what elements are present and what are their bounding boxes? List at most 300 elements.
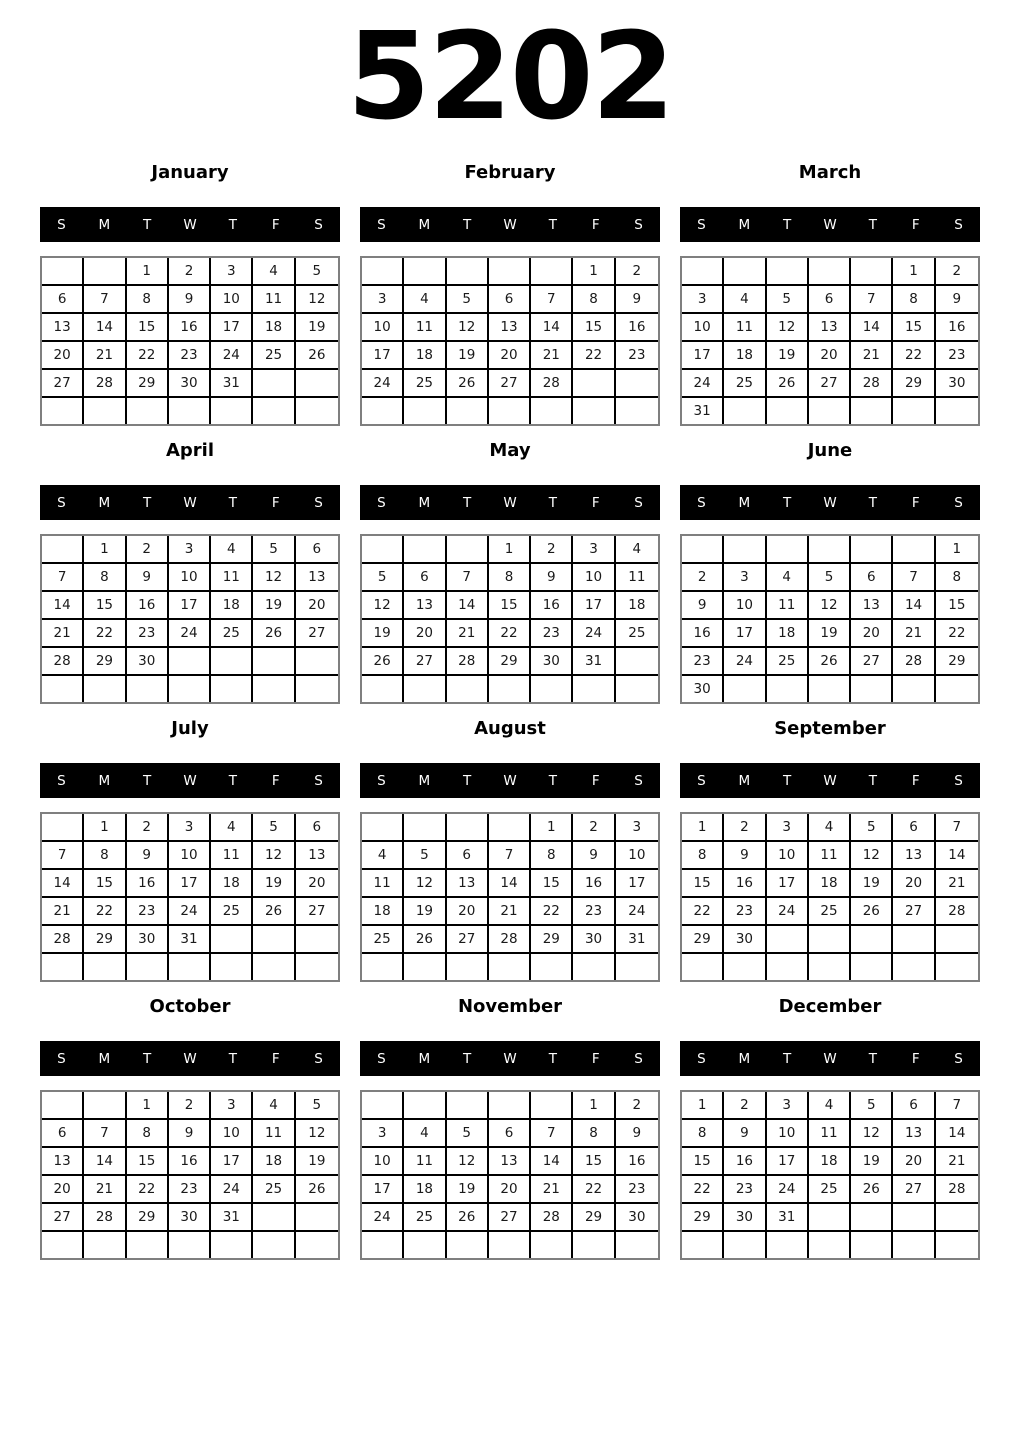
day-cell [296, 1204, 338, 1232]
day-cell [253, 648, 295, 676]
weekday-label: W [503, 216, 517, 233]
day-cell: 9 [936, 286, 978, 314]
day-cell: 19 [296, 314, 338, 342]
day-cell [362, 536, 404, 564]
day-cell: 19 [809, 620, 851, 648]
day-cell: 4 [809, 1092, 851, 1120]
day-cell: 7 [489, 842, 531, 870]
day-cell [893, 954, 935, 980]
weekday-label: F [911, 1050, 920, 1067]
day-cell: 26 [296, 1176, 338, 1204]
day-cell: 10 [362, 314, 404, 342]
day-cell: 10 [362, 1148, 404, 1176]
weekday-label: W [823, 216, 837, 233]
day-cell: 24 [767, 1176, 809, 1204]
day-cell: 5 [253, 536, 295, 564]
weekday-label: T [783, 216, 792, 233]
day-cell: 3 [767, 1092, 809, 1120]
day-cell [296, 954, 338, 980]
weekday-label: S [697, 494, 706, 511]
day-cell: 29 [127, 1204, 169, 1232]
day-cell: 16 [616, 314, 658, 342]
day-cell: 3 [211, 1092, 253, 1120]
day-cell: 1 [84, 536, 126, 564]
day-cell [169, 954, 211, 980]
day-cell [893, 676, 935, 702]
day-cell: 20 [489, 1176, 531, 1204]
weekday-label: S [634, 1050, 643, 1067]
day-cell [616, 676, 658, 702]
day-cell [767, 536, 809, 564]
day-cell: 8 [127, 286, 169, 314]
day-cell: 16 [724, 870, 766, 898]
day-cell: 29 [682, 926, 724, 954]
day-cell: 4 [404, 286, 446, 314]
day-cell: 30 [531, 648, 573, 676]
day-cell: 14 [447, 592, 489, 620]
day-grid [680, 812, 980, 982]
day-cell: 4 [211, 814, 253, 842]
day-cell: 20 [893, 1148, 935, 1176]
day-cell: 20 [447, 898, 489, 926]
weekday-label: F [911, 772, 920, 789]
weekday-label: S [697, 1050, 706, 1067]
weekday-header [40, 485, 340, 520]
day-cell [573, 370, 615, 398]
month-september [680, 716, 980, 994]
day-cell: 8 [127, 1120, 169, 1148]
day-cell: 16 [936, 314, 978, 342]
day-cell: 2 [169, 1092, 211, 1120]
day-cell: 25 [809, 1176, 851, 1204]
day-cell [447, 954, 489, 980]
day-cell: 29 [489, 648, 531, 676]
day-cell [253, 1232, 295, 1258]
weekday-label: T [228, 772, 237, 789]
day-cell [724, 1232, 766, 1258]
day-cell: 24 [169, 898, 211, 926]
day-cell: 10 [616, 842, 658, 870]
day-cell: 14 [531, 1148, 573, 1176]
day-cell [531, 1092, 573, 1120]
weekday-label: F [591, 216, 600, 233]
day-cell: 23 [169, 342, 211, 370]
day-grid [360, 256, 660, 426]
day-cell: 8 [84, 842, 126, 870]
day-cell: 15 [127, 1148, 169, 1176]
day-cell [616, 954, 658, 980]
day-cell: 1 [84, 814, 126, 842]
weekday-header [680, 485, 980, 520]
day-cell: 7 [936, 1092, 978, 1120]
day-cell: 5 [362, 564, 404, 592]
day-cell: 12 [404, 870, 446, 898]
day-cell: 30 [616, 1204, 658, 1232]
day-cell: 11 [362, 870, 404, 898]
day-cell: 18 [211, 870, 253, 898]
day-cell: 12 [253, 564, 295, 592]
day-cell: 28 [936, 1176, 978, 1204]
day-cell [809, 954, 851, 980]
day-cell [404, 398, 446, 424]
day-cell: 22 [573, 1176, 615, 1204]
day-cell: 6 [893, 814, 935, 842]
weekday-label: M [738, 1050, 751, 1067]
day-cell: 27 [851, 648, 893, 676]
day-cell: 24 [682, 370, 724, 398]
day-cell: 7 [42, 564, 84, 592]
day-cell: 23 [573, 898, 615, 926]
day-cell: 3 [767, 814, 809, 842]
weekday-label: T [868, 772, 877, 789]
day-cell: 4 [404, 1120, 446, 1148]
day-cell [404, 536, 446, 564]
day-cell: 7 [42, 842, 84, 870]
day-cell: 25 [616, 620, 658, 648]
day-cell: 10 [211, 286, 253, 314]
day-cell: 21 [936, 1148, 978, 1176]
day-cell: 26 [851, 898, 893, 926]
day-cell: 15 [489, 592, 531, 620]
weekday-label: T [463, 1050, 472, 1067]
day-cell: 19 [404, 898, 446, 926]
day-cell [42, 1092, 84, 1120]
day-cell: 17 [362, 342, 404, 370]
day-cell: 19 [362, 620, 404, 648]
day-cell: 3 [573, 536, 615, 564]
day-cell: 27 [404, 648, 446, 676]
day-cell: 1 [936, 536, 978, 564]
day-cell: 12 [851, 1120, 893, 1148]
day-cell: 26 [767, 370, 809, 398]
day-cell: 21 [447, 620, 489, 648]
weekday-label: T [868, 1050, 877, 1067]
weekday-label: T [143, 216, 152, 233]
calendar-grid [40, 160, 1020, 1272]
day-cell: 16 [169, 1148, 211, 1176]
day-cell [84, 676, 126, 702]
weekday-label: W [823, 772, 837, 789]
day-cell [362, 1092, 404, 1120]
day-cell: 2 [127, 814, 169, 842]
weekday-label: M [418, 216, 431, 233]
day-cell: 1 [489, 536, 531, 564]
weekday-label: S [954, 772, 963, 789]
month-may [360, 438, 660, 716]
day-cell: 18 [724, 342, 766, 370]
day-cell [42, 814, 84, 842]
day-cell: 5 [296, 1092, 338, 1120]
weekday-label: T [463, 494, 472, 511]
day-cell: 9 [724, 1120, 766, 1148]
day-grid [360, 534, 660, 704]
weekday-label: S [634, 772, 643, 789]
day-cell: 23 [724, 1176, 766, 1204]
day-cell [851, 954, 893, 980]
day-cell: 22 [682, 898, 724, 926]
day-cell: 16 [531, 592, 573, 620]
day-cell: 23 [127, 620, 169, 648]
day-cell: 30 [682, 676, 724, 702]
day-cell: 7 [84, 1120, 126, 1148]
day-cell: 8 [489, 564, 531, 592]
day-cell: 12 [296, 1120, 338, 1148]
day-cell: 13 [447, 870, 489, 898]
day-cell: 6 [893, 1092, 935, 1120]
day-cell: 5 [767, 286, 809, 314]
day-cell: 12 [767, 314, 809, 342]
day-cell [893, 926, 935, 954]
weekday-label: F [591, 1050, 600, 1067]
day-cell: 20 [296, 592, 338, 620]
day-grid [680, 256, 980, 426]
day-cell [211, 926, 253, 954]
day-cell: 15 [936, 592, 978, 620]
day-cell: 2 [936, 258, 978, 286]
day-cell: 17 [767, 1148, 809, 1176]
day-cell: 22 [127, 1176, 169, 1204]
day-cell: 1 [127, 258, 169, 286]
weekday-label: T [143, 1050, 152, 1067]
day-cell [893, 1232, 935, 1258]
month-october [40, 994, 340, 1272]
day-cell: 28 [84, 370, 126, 398]
day-cell [851, 258, 893, 286]
day-cell: 17 [682, 342, 724, 370]
day-cell: 3 [362, 286, 404, 314]
day-cell: 30 [724, 1204, 766, 1232]
day-cell: 21 [531, 342, 573, 370]
day-cell: 29 [682, 1204, 724, 1232]
day-cell: 24 [362, 1204, 404, 1232]
day-cell: 20 [296, 870, 338, 898]
day-cell [253, 398, 295, 424]
day-cell: 11 [253, 286, 295, 314]
day-cell: 14 [84, 314, 126, 342]
day-cell: 7 [531, 286, 573, 314]
month-july [40, 716, 340, 994]
weekday-label: S [57, 216, 66, 233]
day-cell: 18 [404, 1176, 446, 1204]
day-cell: 6 [489, 286, 531, 314]
day-cell: 28 [893, 648, 935, 676]
day-cell: 1 [531, 814, 573, 842]
day-cell [404, 814, 446, 842]
day-cell: 25 [253, 342, 295, 370]
day-cell [489, 1092, 531, 1120]
day-cell: 24 [724, 648, 766, 676]
day-cell [253, 926, 295, 954]
day-cell: 28 [851, 370, 893, 398]
day-cell [809, 1204, 851, 1232]
day-cell: 31 [211, 1204, 253, 1232]
weekday-header [680, 1041, 980, 1076]
weekday-label: S [634, 494, 643, 511]
day-cell: 25 [362, 926, 404, 954]
day-cell: 14 [42, 592, 84, 620]
day-cell [724, 258, 766, 286]
day-cell [893, 536, 935, 564]
day-cell: 7 [893, 564, 935, 592]
day-cell: 5 [447, 1120, 489, 1148]
day-cell: 7 [531, 1120, 573, 1148]
day-cell: 10 [724, 592, 766, 620]
month-november [360, 994, 660, 1272]
day-cell: 12 [447, 314, 489, 342]
weekday-label: T [783, 772, 792, 789]
day-cell: 24 [211, 342, 253, 370]
day-cell: 24 [169, 620, 211, 648]
day-grid [680, 1090, 980, 1260]
day-cell: 24 [573, 620, 615, 648]
day-cell: 25 [724, 370, 766, 398]
day-cell: 23 [724, 898, 766, 926]
weekday-header [360, 207, 660, 242]
day-cell: 31 [211, 370, 253, 398]
day-cell [573, 676, 615, 702]
day-cell: 22 [84, 620, 126, 648]
day-cell: 13 [809, 314, 851, 342]
weekday-label: W [823, 494, 837, 511]
weekday-label: T [548, 494, 557, 511]
day-cell: 17 [169, 592, 211, 620]
day-cell: 20 [893, 870, 935, 898]
month-december [680, 994, 980, 1272]
day-cell [447, 1092, 489, 1120]
day-cell [447, 1232, 489, 1258]
day-cell: 11 [809, 1120, 851, 1148]
day-cell [851, 926, 893, 954]
day-cell: 25 [211, 620, 253, 648]
weekday-label: M [418, 494, 431, 511]
day-cell: 13 [296, 564, 338, 592]
day-cell: 6 [489, 1120, 531, 1148]
day-cell [404, 258, 446, 286]
day-cell: 18 [809, 1148, 851, 1176]
weekday-label: F [591, 772, 600, 789]
day-cell: 25 [211, 898, 253, 926]
day-grid [680, 534, 980, 704]
day-cell: 27 [296, 620, 338, 648]
day-cell: 14 [893, 592, 935, 620]
day-cell [253, 370, 295, 398]
weekday-label: M [738, 494, 751, 511]
day-cell: 11 [404, 314, 446, 342]
day-cell: 28 [489, 926, 531, 954]
day-cell [489, 676, 531, 702]
day-cell: 18 [616, 592, 658, 620]
day-cell: 21 [531, 1176, 573, 1204]
day-cell: 16 [127, 592, 169, 620]
day-cell [724, 676, 766, 702]
day-cell: 2 [724, 1092, 766, 1120]
month-title: February [464, 162, 556, 183]
day-cell: 12 [362, 592, 404, 620]
day-cell [531, 1232, 573, 1258]
day-cell: 25 [767, 648, 809, 676]
day-cell [447, 258, 489, 286]
weekday-label: T [143, 494, 152, 511]
day-cell [211, 954, 253, 980]
day-cell [253, 954, 295, 980]
day-cell: 19 [767, 342, 809, 370]
weekday-label: W [183, 1050, 197, 1067]
day-cell [767, 954, 809, 980]
day-grid [360, 1090, 660, 1260]
day-cell: 30 [127, 648, 169, 676]
weekday-label: M [98, 1050, 111, 1067]
month-march [680, 160, 980, 438]
day-cell [573, 954, 615, 980]
day-grid [40, 1090, 340, 1260]
day-cell [767, 398, 809, 424]
day-cell: 19 [296, 1148, 338, 1176]
day-cell [531, 954, 573, 980]
day-cell: 16 [169, 314, 211, 342]
weekday-label: T [868, 216, 877, 233]
day-cell: 13 [893, 1120, 935, 1148]
weekday-label: S [377, 772, 386, 789]
day-cell [169, 398, 211, 424]
day-cell: 11 [211, 842, 253, 870]
weekday-header [680, 207, 980, 242]
day-cell: 1 [573, 1092, 615, 1120]
day-cell: 31 [767, 1204, 809, 1232]
day-cell: 23 [127, 898, 169, 926]
day-cell: 20 [851, 620, 893, 648]
day-grid [360, 812, 660, 982]
day-cell [616, 648, 658, 676]
day-cell [84, 258, 126, 286]
month-august [360, 716, 660, 994]
day-cell: 20 [42, 1176, 84, 1204]
day-cell [296, 648, 338, 676]
day-cell [936, 1232, 978, 1258]
day-cell: 22 [682, 1176, 724, 1204]
day-cell: 18 [404, 342, 446, 370]
day-cell [404, 676, 446, 702]
day-cell: 16 [127, 870, 169, 898]
day-cell [296, 1232, 338, 1258]
day-cell [489, 954, 531, 980]
day-cell: 29 [893, 370, 935, 398]
day-cell: 14 [84, 1148, 126, 1176]
day-cell: 1 [127, 1092, 169, 1120]
day-cell [936, 398, 978, 424]
weekday-label: S [634, 216, 643, 233]
day-cell: 22 [489, 620, 531, 648]
day-cell: 8 [531, 842, 573, 870]
day-cell: 24 [362, 370, 404, 398]
day-cell: 30 [169, 1204, 211, 1232]
day-cell: 3 [211, 258, 253, 286]
day-cell: 25 [253, 1176, 295, 1204]
day-cell: 31 [573, 648, 615, 676]
day-cell [84, 398, 126, 424]
day-cell [616, 370, 658, 398]
day-cell: 4 [362, 842, 404, 870]
day-cell: 19 [447, 342, 489, 370]
day-cell [724, 954, 766, 980]
day-cell: 25 [404, 1204, 446, 1232]
day-cell [936, 926, 978, 954]
day-cell: 30 [724, 926, 766, 954]
weekday-label: M [418, 772, 431, 789]
weekday-label: F [591, 494, 600, 511]
day-cell: 7 [851, 286, 893, 314]
day-cell: 11 [809, 842, 851, 870]
month-february [360, 160, 660, 438]
